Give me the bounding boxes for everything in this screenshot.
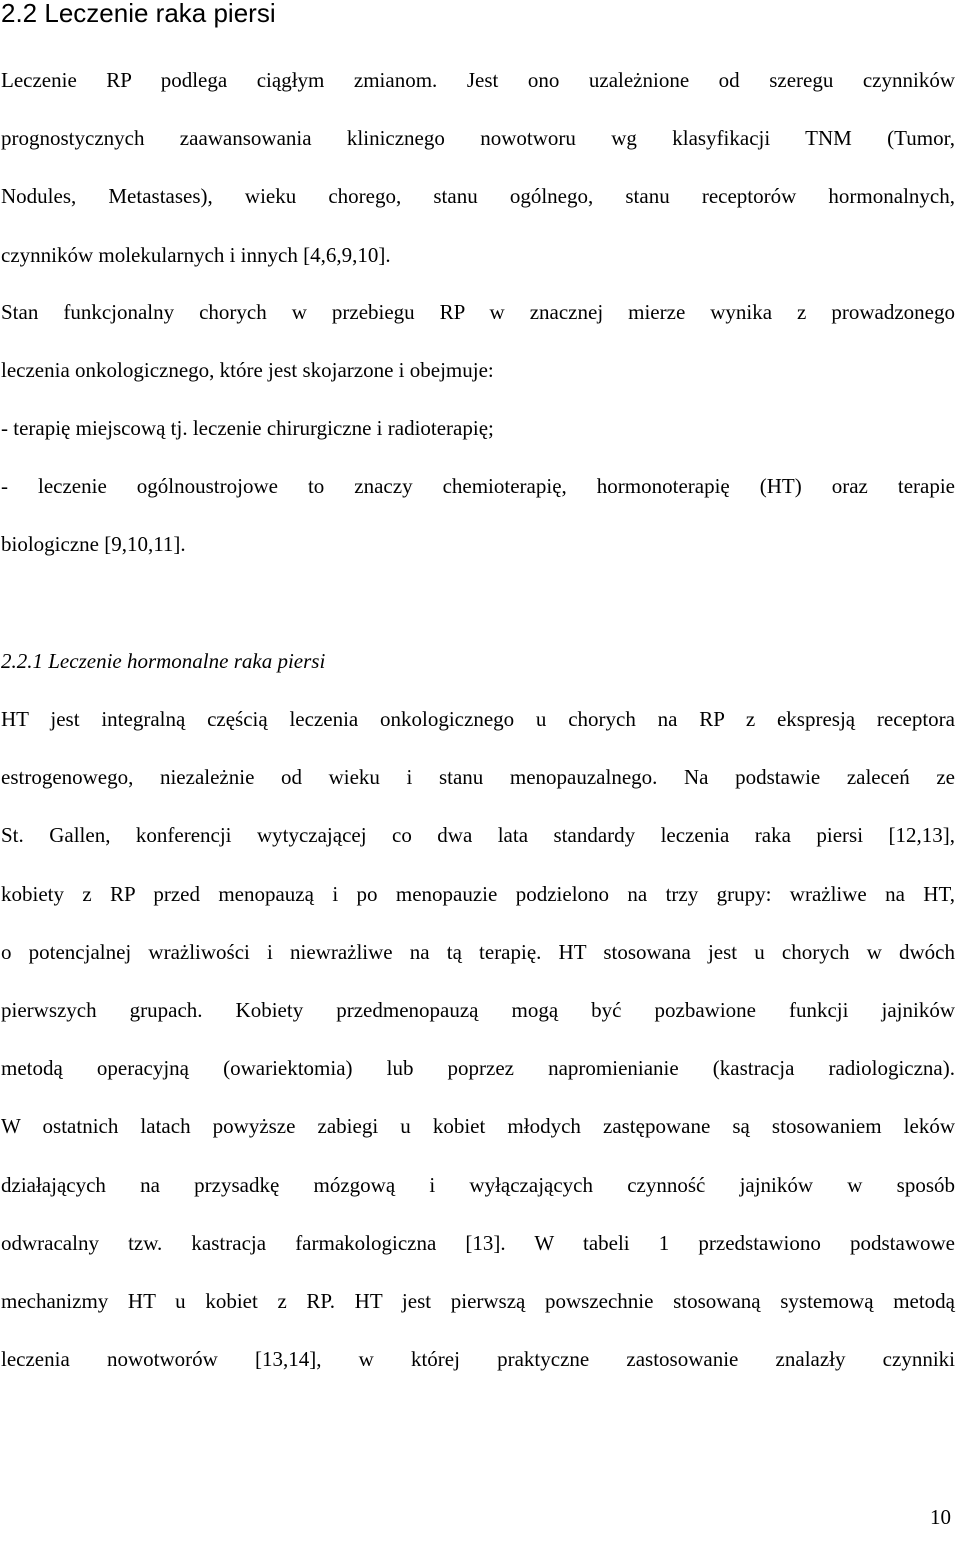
text-line: biologiczne [9,10,11].	[1, 532, 186, 557]
text-line: mechanizmy HT u kobiet z RP. HT jest pierwszą powszechnie stosowaną systemową metodą	[1, 1289, 955, 1314]
text-line: - terapię miejscową tj. leczenie chirurgiczne i radioterapię;	[1, 416, 494, 440]
text-line: działających na przysadkę mózgową i wyłączających czynność jajników w sposób	[1, 1172, 955, 1197]
text-line: - leczenie ogólnoustrojowe to znaczy chemioterapię, hormonoterapię (HT) oraz terapie	[1, 474, 955, 498]
section-heading: 2.2 Leczenie raka piersi	[1, 0, 276, 28]
hormonal-therapy-paragraph	[1, 690, 955, 1388]
text-line: prognostycznych zaawansowania klinicznego nowotworu wg klasyfikacji TNM (Tumor,	[1, 126, 955, 151]
text-line: Stan funkcjonalny chorych w przebiegu RP w znacznej mierze wynika z prowadzonego	[1, 300, 955, 324]
text-line: estrogenowego, niezależnie od wieku i stanu menopauzalnego. Na podstawie zaleceń ze	[1, 765, 955, 790]
text-line: St. Gallen, konferencji wytyczającej co dwa lata standardy leczenia raka piersi [12,13],	[1, 823, 955, 848]
list-item-systemic-therapy	[1, 457, 955, 573]
text-line: HT jest integralną częścią leczenia onkologicznego u chorych na RP z ekspresją receptora	[1, 707, 955, 731]
text-line: W ostatnich latach powyższe zabiegi u kobiet młodych zastępowane są stosowaniem leków	[1, 1114, 955, 1139]
text-line: odwracalny tzw. kastracja farmakologiczna [13]. W tabeli 1 przedstawiono podstawowe	[1, 1230, 955, 1255]
subsection-heading: 2.2.1 Leczenie hormonalne raka piersi	[1, 649, 326, 673]
text-line: Nodules, Metastases), wieku chorego, stanu ogólnego, stanu receptorów hormonalnych,	[1, 184, 955, 209]
text-line: leczenia nowotworów [13,14], w której praktyczne zastosowanie znalazły czynniki	[1, 1347, 955, 1372]
text-line: o potencjalnej wrażliwości i niewrażliwe na tą terapię. HT stosowana jest u chorych w dwóch	[1, 939, 955, 964]
text-line: czynników molekularnych i innych [4,6,9,10].	[1, 242, 391, 267]
text-line: pierwszych grupach. Kobiety przedmenopauzą mogą być pozbawione funkcji jajników	[1, 998, 955, 1023]
text-line: kobiety z RP przed menopauzą i po menopauzie podzielono na trzy grupy: wrażliwe na HT,	[1, 881, 955, 906]
intro-paragraph	[1, 51, 955, 284]
text-line: leczenia onkologicznego, które jest skojarzone i obejmuje:	[1, 358, 494, 383]
functional-status-paragraph	[1, 283, 955, 399]
text-line: metodą operacyjną (owariektomia) lub poprzez napromienianie (kastracja radiologiczna).	[1, 1056, 955, 1081]
text-line: Leczenie RP podlega ciągłym zmianom. Jest ono uzależnione od szeregu czynników	[1, 68, 955, 92]
page-number: 10	[930, 1505, 951, 1529]
list-item-local-therapy	[1, 399, 955, 457]
